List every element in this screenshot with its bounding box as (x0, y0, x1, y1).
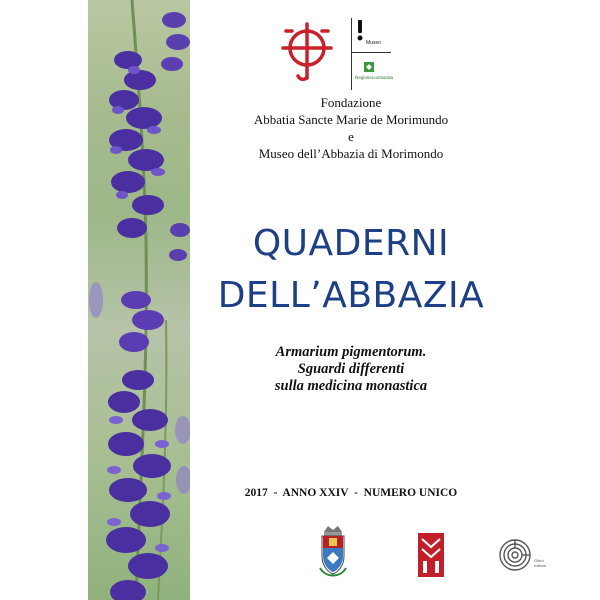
foundation-line-2: Abbatia Sancte Marie de Morimundo (253, 112, 449, 127)
issue-line: 2017 - ANNO XXIV - NUMERO UNICO (244, 487, 458, 499)
foundation-line-3: e (348, 129, 354, 144)
labyrinth-label-line-2: editore (534, 563, 547, 568)
foundation-block (190, 94, 512, 162)
title-line-2: DELL’ABBAZIA (217, 275, 485, 316)
abbey-cross-logo-icon (278, 20, 336, 82)
museo-icon (355, 20, 365, 42)
museo-label: Museo (366, 40, 382, 46)
regione-lombardia-icon (364, 62, 374, 72)
subtitle-line-3: sulla medicina monastica (274, 378, 428, 394)
lavender-photo (88, 0, 190, 600)
municipal-coat-of-arms-icon (318, 524, 348, 580)
cover-page (88, 0, 547, 600)
logo-divider-horizontal (351, 52, 391, 53)
title-line-1: QUADERNI (252, 223, 450, 264)
regione-label: RegioneLombardia (355, 75, 394, 80)
lavender-image (88, 0, 190, 600)
foundation-line-1: Fondazione (320, 95, 382, 110)
subtitle-line-2: Sguardi differenti (297, 361, 405, 377)
subtitle (190, 344, 512, 395)
labyrinth-logo-icon (498, 538, 532, 572)
subtitle-line-1: Armarium pigmentorum. (275, 344, 427, 360)
red-publisher-logo-icon (418, 533, 444, 577)
logo-divider (351, 18, 352, 90)
labyrinth-logo-label (534, 558, 546, 568)
foundation-line-4: Museo dell’Abbazia di Morimondo (258, 146, 444, 161)
labyrinth-label-line-1: Ghirri (534, 558, 544, 563)
